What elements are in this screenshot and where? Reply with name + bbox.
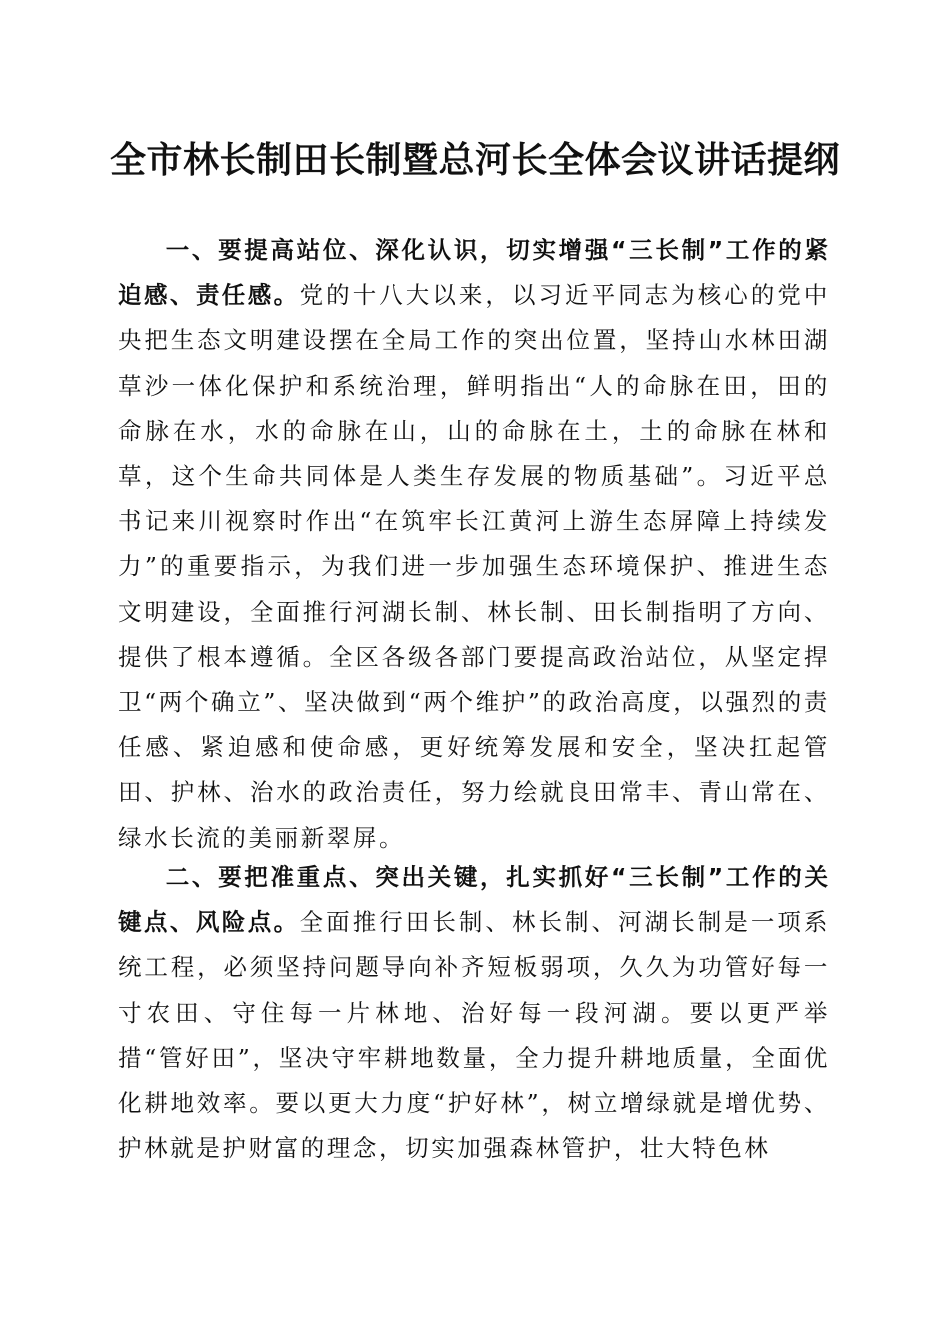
document-title: 全市林长制田长制暨总河长全体会议讲话提纲 xyxy=(109,139,840,181)
paragraph-1-heading: 一、要提高站位、深化认识，切实增强“三长制”工作的紧迫感、责任感。 xyxy=(118,236,830,310)
paragraph-2-heading: 二、要把准重点、突出关键，扎实抓好“三长制”工作的关键点、风险点。 xyxy=(118,863,830,937)
paragraph-1 xyxy=(118,228,830,861)
paragraph-2-body: 全面推行田长制、林长制、河湖长制是一项系统工程，必须坚持问题导向补齐短板弱项，久久为功管好每一寸农田、守住每一片林地、治好每一段河湖。要以更严举措“管好田”，坚决守牢耕地数量，全力提升耕地质量，全面优化耕地效率。要以更大力度“护好林”，树立增绿就是增优势、护林就是护财富的理念，切实加强森林管护，壮大特色林 xyxy=(118,908,831,1163)
paragraph-2 xyxy=(118,855,830,1171)
paragraph-1-body: 党的十八大以来，以习近平同志为核心的党中央把生态文明建设摆在全局工作的突出位置，坚持山水林田湖草沙一体化保护和系统治理，鲜明指出“人的命脉在田，田的命脉在水，水的命脉在山，山的命脉在土，土的命脉在林和草，这个生命共同体是人类生存发展的物质基础”。习近平总书记来川视察时作出“在筑牢长江黄河上游生态屏障上持续发力”的重要指示，为我们进一步加强生态环境保护、推进生态文明建设，全面推行河湖长制、林长制、田长制指明了方向、提供了根本遵循。全区各级各部门要提高政治站位，从坚定捍卫“两个确立”、坚决做到“两个维护”的政治高度，以强烈的责任感、紧迫感和使命感，更好统筹发展和安全，坚决扛起管田、护林、治水的政治责任，努力绘就良田常丰、青山常在、绿水长流的美丽新翠屏。 xyxy=(118,281,831,852)
